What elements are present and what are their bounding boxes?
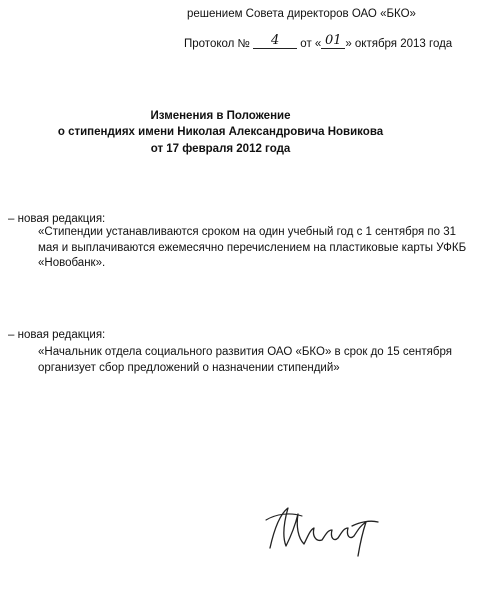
- doc-title-line-3: от 17 февраля 2012 года: [150, 143, 291, 155]
- doc-title-line-2: о стипендиях имени Николая Александровича Новикова: [57, 126, 384, 138]
- amendment-2-label: – новая редакция:: [8, 329, 106, 341]
- protocol-prefix: Протокол №: [184, 38, 250, 50]
- amendment-2-text: «Начальник отдела социального развития ОАО «БКО» в срок до 15 сентября организует сбор предложений о назначении стипендий»: [38, 346, 452, 374]
- protocol-day: 01: [321, 34, 345, 49]
- protocol-line: [184, 33, 453, 52]
- approval-line: решением Совета директоров ОАО «БКО»: [187, 8, 416, 20]
- protocol-from: от «: [300, 38, 322, 50]
- protocol-suffix: » октября 2013 года: [345, 38, 453, 50]
- amendment-1-text: «Стипендии устанавливаются сроком на один учебный год с 1 сентября по 31 мая и выплачиваются ежемесячно перечислением на пластиковые карты УФКБ «Новобанк».: [38, 226, 467, 269]
- protocol-number: 4: [253, 34, 297, 49]
- handwritten-signature: [262, 500, 382, 560]
- amendment-1-label: – новая редакция:: [8, 213, 106, 225]
- doc-title-line-1: Изменения в Положение: [150, 110, 291, 122]
